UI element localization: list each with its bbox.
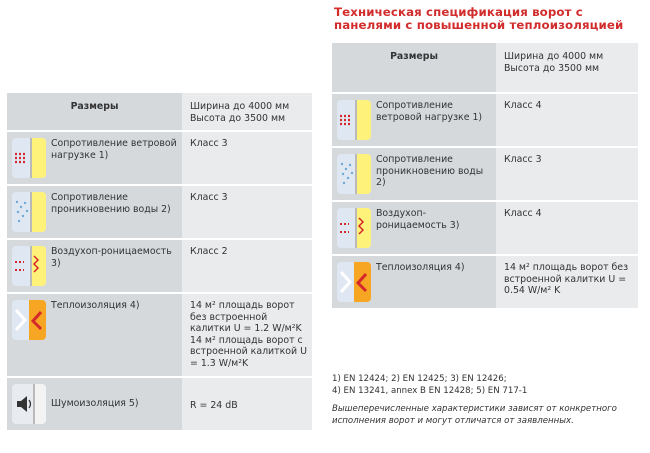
table-row — [7, 293, 312, 377]
thermal-insulation-value: 14 м² площадь ворот без встроенной калитки U = 1.2 W/м²K 14 м² площадь ворот с встроенной калиткой U = 1.3 W/м²K — [182, 293, 312, 377]
left-spec-table — [7, 93, 312, 432]
sound-insulation-label: Шумоизоляция 5) — [51, 398, 139, 410]
water-resistance-value: Класс 3 — [182, 185, 312, 239]
thermal-insulation-label: Теплоизоляция 4) — [376, 262, 465, 273]
water-resistance-value: Класс 3 — [496, 147, 638, 201]
table-row — [332, 255, 638, 309]
wind-resistance-label: Сопротивление ветровой нагрузке 1) — [376, 100, 483, 123]
footnote-line-1: 1) EN 12424; 2) EN 12425; 3) EN 12426; — [332, 374, 507, 384]
footnotes — [332, 373, 642, 427]
air-permeability-value: Класс 4 — [496, 201, 638, 255]
thermal-insulation-label: Теплоизоляция 4) — [51, 300, 140, 311]
table-row — [332, 147, 638, 201]
table-row — [7, 377, 312, 431]
table-row — [332, 201, 638, 255]
spec-title: Техническая спецификация ворот с панелями с повышенной теплоизоляцией — [334, 5, 624, 32]
footnote-line-2: 4) EN 13241, annex B EN 12428; 5) EN 717-1 — [332, 386, 528, 396]
air-permeability-label: Воздухоп-роницаемость 3) — [51, 246, 172, 269]
water-icon — [12, 192, 46, 232]
wind-icon — [12, 138, 46, 178]
sound-insulation-value: R = 24 dB — [182, 377, 312, 431]
thermal-icon — [337, 262, 371, 302]
dimensions-value: Ширина до 4000 мм Высота до 3500 мм — [496, 43, 638, 93]
table-row — [7, 131, 312, 185]
thermal-insulation-value: 14 м² площадь ворот без встроенной калитки U = 0.54 W/м² K — [496, 255, 638, 309]
table-row — [332, 43, 638, 93]
table-row — [7, 185, 312, 239]
water-resistance-label: Сопротивление проникновению воды 2) — [51, 192, 171, 215]
water-resistance-label: Сопротивление проникновению воды 2) — [376, 154, 484, 188]
dimensions-label: Размеры — [7, 93, 182, 131]
disclaimer-text: Вышеперечисленные характеристики зависят от конкретного исполнения ворот и могут отличатся от заявленных. — [332, 404, 617, 426]
table-row — [7, 93, 312, 131]
air-permeability-label: Воздухоп-роницаемость 3) — [376, 208, 460, 231]
wind-icon — [337, 100, 371, 140]
air-icon — [337, 208, 371, 248]
water-icon — [337, 154, 371, 194]
dimensions-value: Ширина до 4000 мм Высота до 3500 мм — [182, 93, 312, 131]
right-spec-table — [332, 43, 638, 310]
wind-resistance-label: Сопротивление ветровой нагрузке 1) — [51, 138, 177, 161]
sound-icon — [12, 384, 46, 424]
air-icon — [12, 246, 46, 286]
wind-resistance-value: Класс 4 — [496, 93, 638, 147]
table-row — [332, 93, 638, 147]
dimensions-label: Размеры — [332, 43, 496, 93]
wind-resistance-value: Класс 3 — [182, 131, 312, 185]
table-row — [7, 239, 312, 293]
air-permeability-value: Класс 2 — [182, 239, 312, 293]
thermal-icon — [12, 300, 46, 340]
